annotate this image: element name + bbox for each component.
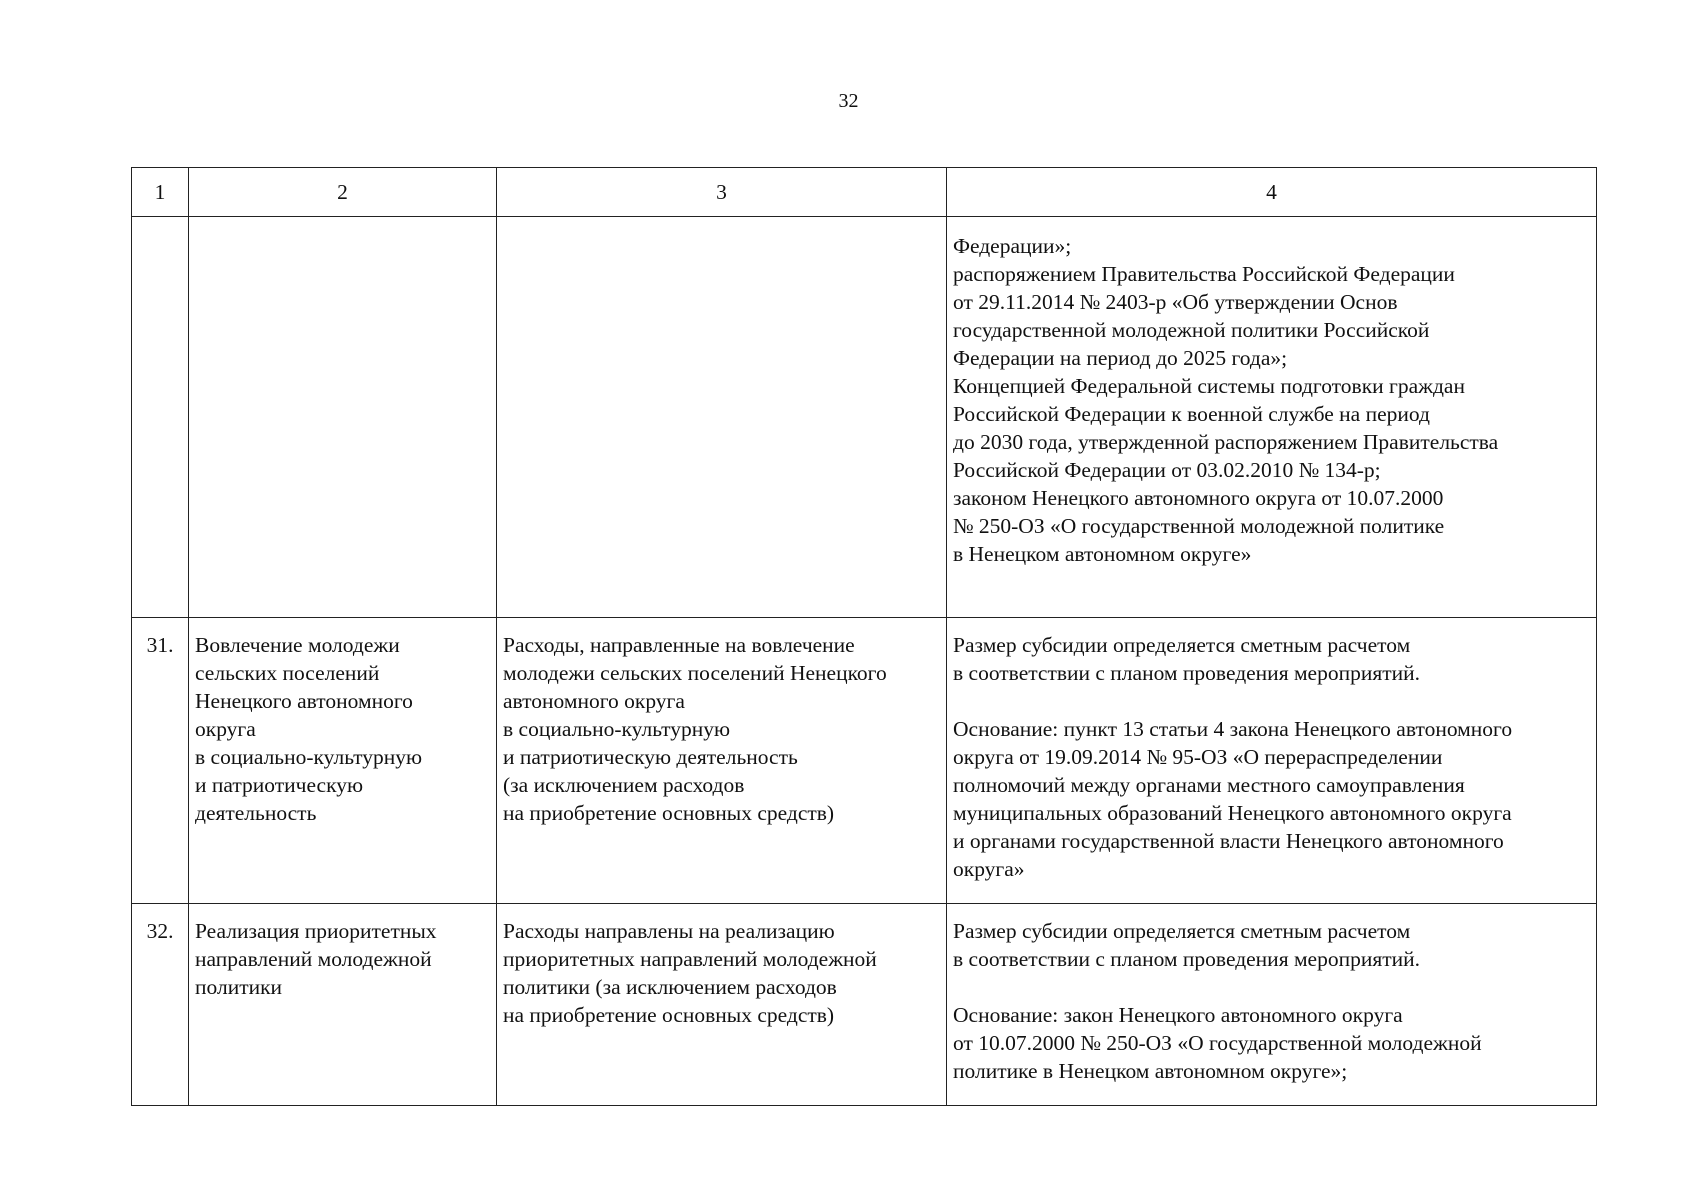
header-col-2: 2 (189, 168, 497, 217)
header-col-3: 3 (497, 168, 947, 217)
text-line: в социально-культурную (195, 745, 423, 769)
text-line: политике в Ненецком автономном округе»; (953, 1059, 1348, 1083)
cont-col2-cell (189, 217, 497, 618)
text-line: Расходы направлены на реализацию (503, 919, 835, 943)
text-line: Федерации на период до 2025 года»; (953, 346, 1288, 370)
text-line: Размер субсидии определяется сметным расчетом (953, 633, 1411, 657)
text-line: в Ненецком автономном округе» (953, 542, 1252, 566)
page-number: 32 (838, 90, 859, 112)
text-line: Федерации»; (953, 234, 1072, 258)
row31-description-cell (497, 618, 947, 904)
text-line: полномочий между органами местного самоуправления (953, 773, 1465, 797)
text-line: на приобретение основных средств) (503, 1003, 835, 1027)
text-line: государственной молодежной политики Российской (953, 318, 1430, 342)
header-col-4: 4 (947, 168, 1597, 217)
text-line: молодежи сельских поселений Ненецкого (503, 661, 887, 685)
text-line: округа (195, 717, 256, 741)
text-line: сельских поселений (195, 661, 380, 685)
header-col-1: 1 (132, 168, 189, 217)
row32-basis-cell (947, 904, 1597, 1106)
text-line: направлений молодежной (195, 947, 432, 971)
row32-name-cell (189, 904, 497, 1106)
cont-col4-cell (947, 217, 1597, 618)
text-line: и патриотическую деятельность (503, 745, 798, 769)
paragraph-gap (953, 973, 1590, 1001)
text-line: Основание: закон Ненецкого автономного округа (953, 1003, 1403, 1027)
text-line: на приобретение основных средств) (503, 801, 835, 825)
row31-name-cell (189, 618, 497, 904)
text-line: в соответствии с планом проведения мероприятий. (953, 947, 1421, 971)
text-line: от 10.07.2000 № 250-ОЗ «О государственной молодежной (953, 1031, 1482, 1055)
text-line: Расходы, направленные на вовлечение (503, 633, 855, 657)
text-line: Концепцией Федеральной системы подготовки граждан (953, 374, 1465, 398)
text-line: законом Ненецкого автономного округа от 10.07.2000 (953, 486, 1444, 510)
text-line: политики (195, 975, 283, 999)
table-row-continuation (132, 217, 1597, 618)
text-line: муниципальных образований Ненецкого автономного округа (953, 801, 1512, 825)
text-line: Ненецкого автономного (195, 689, 413, 713)
cont-col3-cell (497, 217, 947, 618)
text-line: от 29.11.2014 № 2403-р «Об утверждении Основ (953, 290, 1398, 314)
text-line: в социально-культурную (503, 717, 731, 741)
text-line: Российской Федерации к военной службе на период (953, 402, 1430, 426)
table-header-row (132, 168, 1597, 217)
paragraph-gap (953, 687, 1590, 715)
text-line: и патриотическую (195, 773, 364, 797)
text-line: Размер субсидии определяется сметным расчетом (953, 919, 1411, 943)
text-line: распоряжением Правительства Российской Федерации (953, 262, 1455, 286)
row-number: 32. (132, 904, 189, 1106)
text-line: округа от 19.09.2014 № 95-ОЗ «О перераспределении (953, 745, 1443, 769)
text-line: до 2030 года, утвержденной распоряжением Правительства (953, 430, 1499, 454)
text-line: Российской Федерации от 03.02.2010 № 134-р; (953, 458, 1381, 482)
text-line: автономного округа (503, 689, 685, 713)
document-table (131, 167, 1597, 1106)
text-line: приоритетных направлений молодежной (503, 947, 877, 971)
text-line: политики (за исключением расходов (503, 975, 837, 999)
row32-description-cell (497, 904, 947, 1106)
row-number: 31. (132, 618, 189, 904)
text-line: и органами государственной власти Ненецкого автономного (953, 829, 1504, 853)
text-line: Реализация приоритетных (195, 919, 437, 943)
text-line: деятельность (195, 801, 317, 825)
cont-num-cell (132, 217, 189, 618)
text-line: округа» (953, 857, 1025, 881)
table-row-32 (132, 904, 1597, 1106)
text-line: № 250-ОЗ «О государственной молодежной политике (953, 514, 1445, 538)
text-line: в соответствии с планом проведения мероприятий. (953, 661, 1421, 685)
text-line: Вовлечение молодежи (195, 633, 400, 657)
table-row-31 (132, 618, 1597, 904)
row31-basis-cell (947, 618, 1597, 904)
text-line: (за исключением расходов (503, 773, 745, 797)
text-line: Основание: пункт 13 статьи 4 закона Ненецкого автономного (953, 717, 1513, 741)
